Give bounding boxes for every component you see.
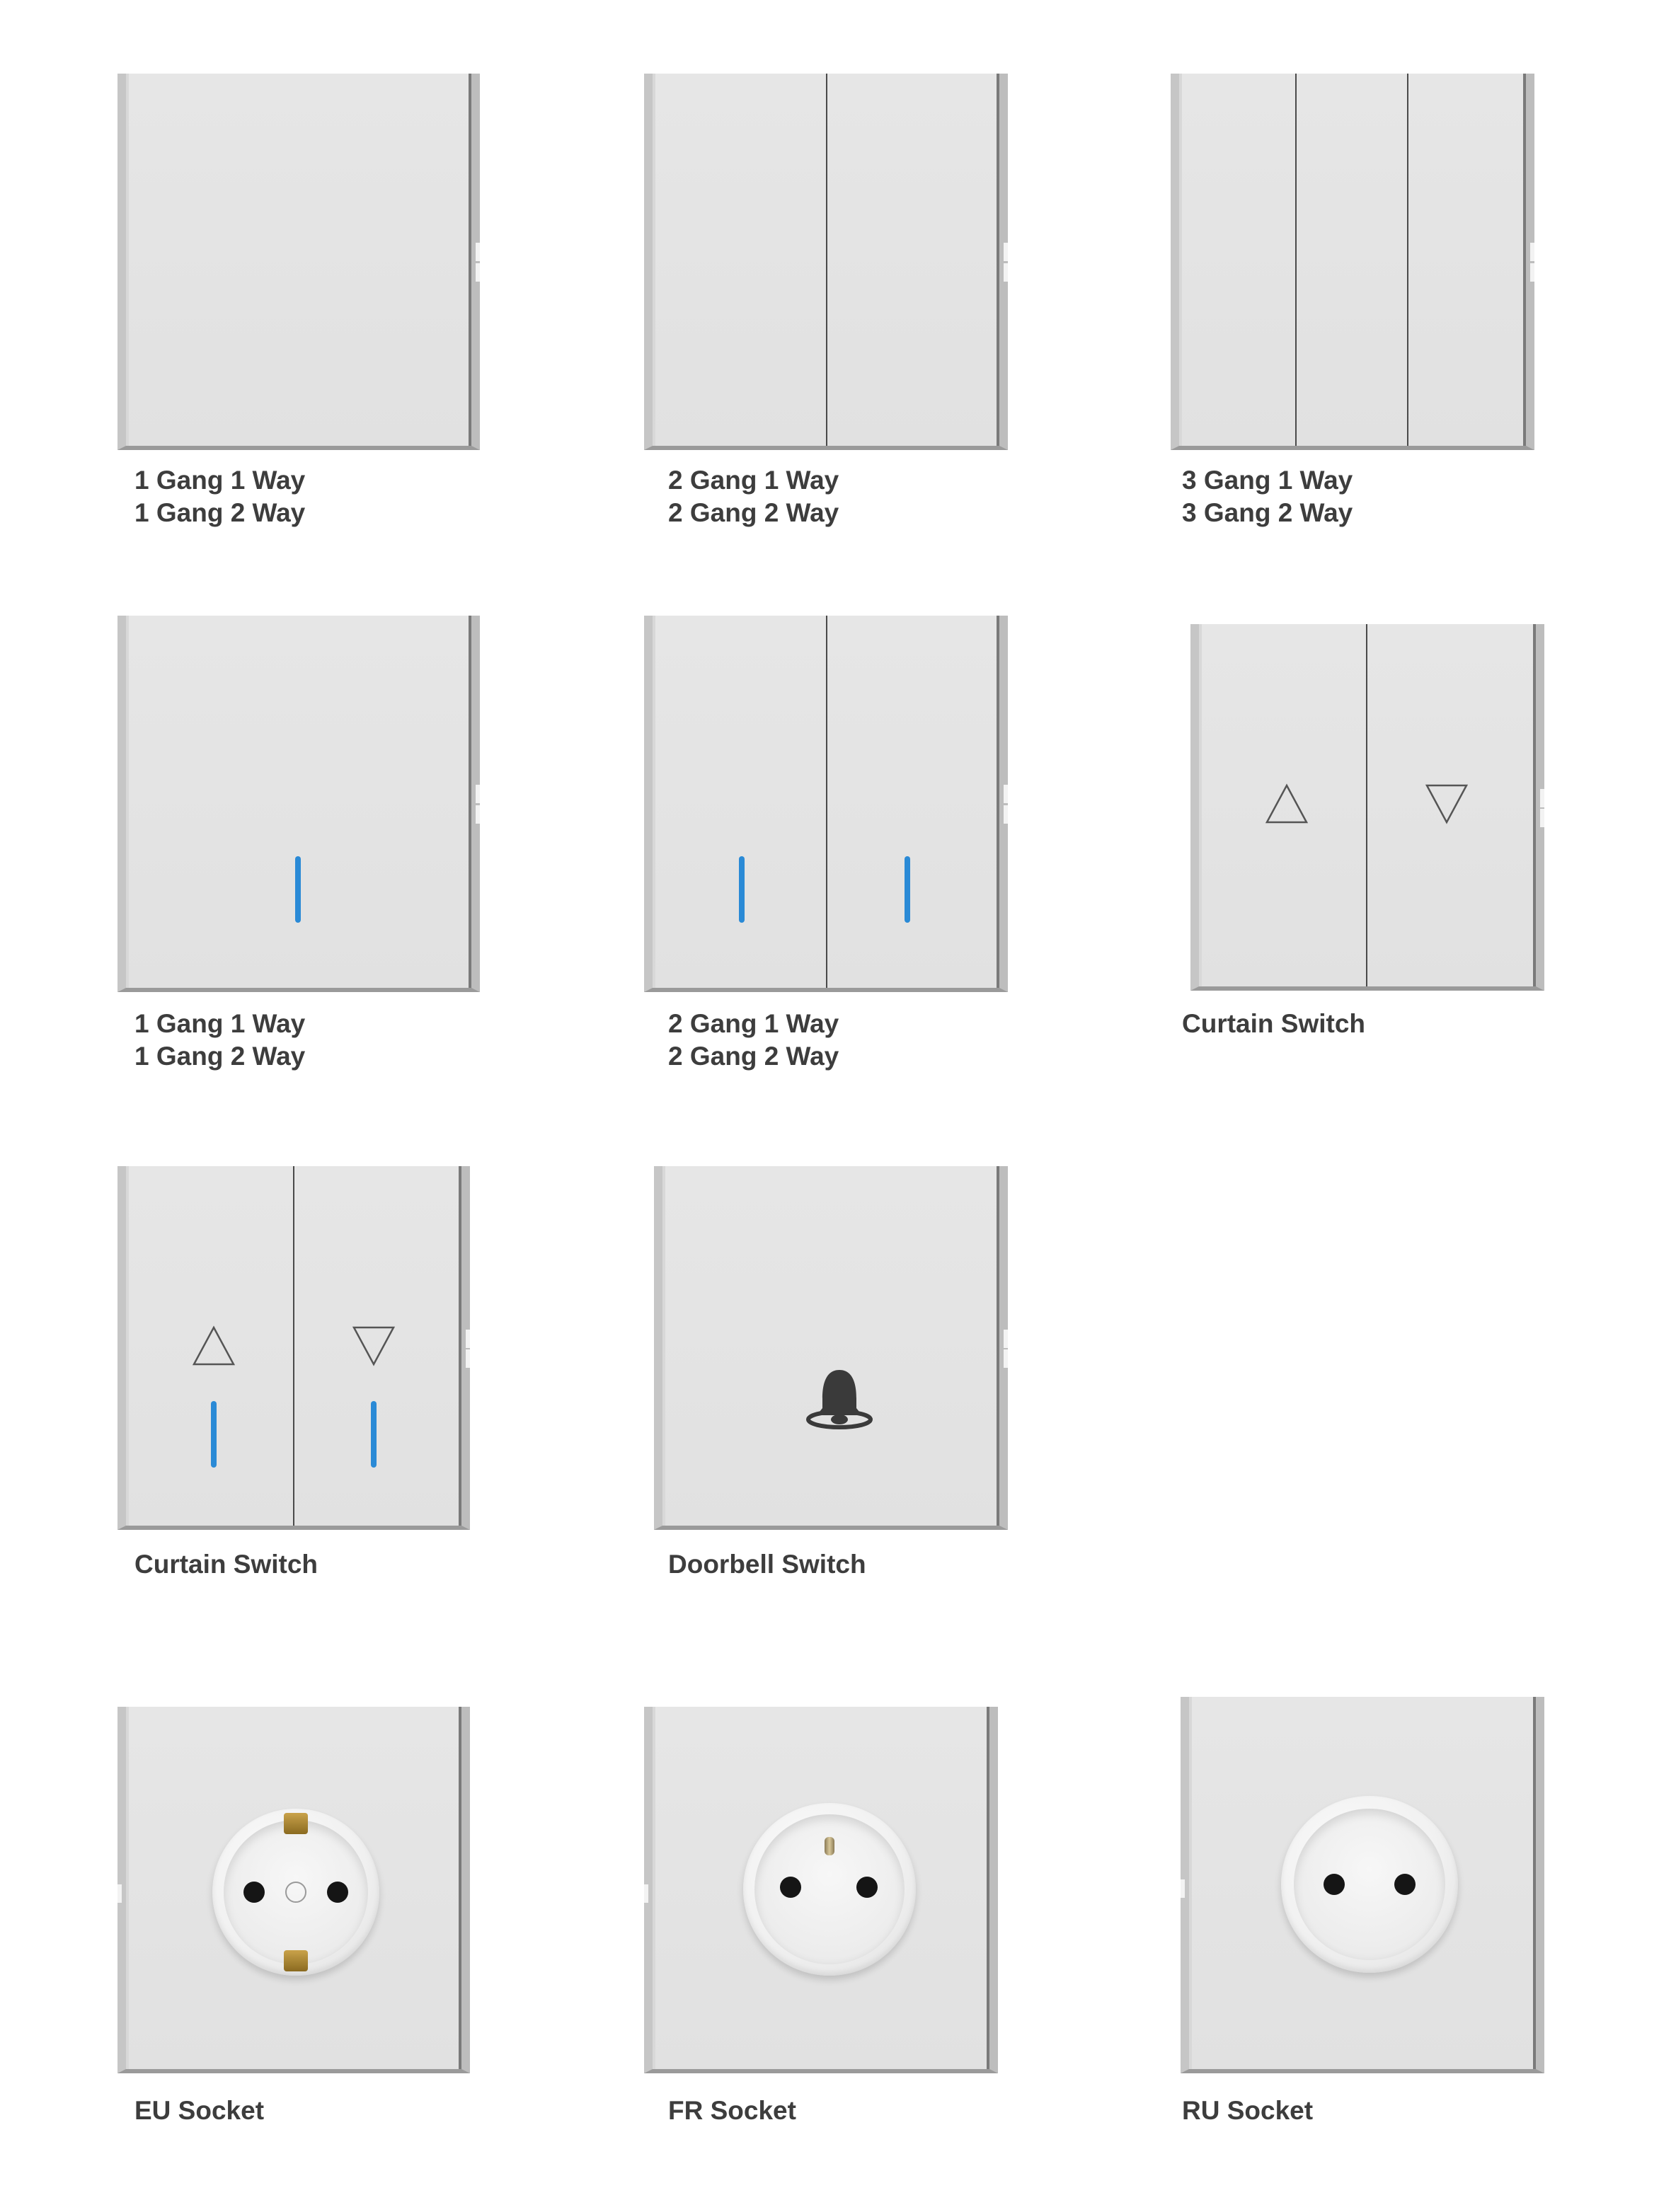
panel-notch [1530,243,1534,261]
product-label: RU Socket [1182,2096,1314,2125]
led-indicator [295,856,301,923]
gang-divider [826,74,827,446]
doorbell-switch-panel[interactable] [654,1166,1008,1530]
bell-icon [804,1364,875,1435]
panel-notch [1530,263,1534,282]
led-indicator [905,856,910,923]
product-label: 1 Gang 1 Way 1 Gang 2 Way [134,1009,306,1071]
triangle-up-icon[interactable] [1264,783,1309,825]
switch-panel-1gang[interactable] [117,74,480,450]
ru-socket-panel [1181,1697,1544,2073]
panel-notch [644,1884,648,1903]
triangle-down-icon[interactable] [1424,783,1469,825]
panel-notch [476,263,480,282]
product-label: 3 Gang 1 Way 3 Gang 2 Way [1182,466,1353,527]
triangle-down-icon[interactable] [351,1325,396,1367]
panel-notch [1004,263,1008,282]
socket-hole [1394,1874,1416,1895]
earth-clip [284,1950,308,1971]
screw-icon [285,1882,306,1903]
panel-notch [1004,1349,1008,1368]
product-label: EU Socket [134,2096,265,2125]
product-label: 2 Gang 1 Way 2 Gang 2 Way [668,1009,839,1071]
panel-notch [1004,243,1008,261]
eu-socket-outlet[interactable] [212,1809,379,1976]
panel-notch [1004,785,1008,803]
socket-hole [780,1877,801,1898]
panel-notch [476,785,480,803]
curtain-switch-panel[interactable] [1190,624,1544,991]
panel-notch [1004,805,1008,824]
panel-notch [1181,1879,1185,1898]
gang-divider [1407,74,1408,446]
switch-panel-2gang[interactable] [644,74,1008,450]
panel-notch [476,243,480,261]
panel-notch [1540,809,1544,827]
socket-hole [1324,1874,1345,1895]
socket-recess [1294,1809,1445,1960]
gang-divider [826,616,827,988]
socket-hole [243,1882,265,1903]
gang-divider [293,1166,294,1526]
panel-notch [1004,1330,1008,1348]
gang-divider [1295,74,1297,446]
socket-hole [327,1882,348,1903]
curtain-switch-panel-led[interactable] [117,1166,470,1530]
panel-notch [466,1349,470,1368]
product-label: 2 Gang 1 Way 2 Gang 2 Way [668,466,839,527]
led-indicator [371,1401,377,1468]
eu-socket-panel [117,1707,470,2073]
fr-socket-outlet[interactable] [743,1803,916,1976]
product-label: Curtain Switch [1182,1009,1366,1038]
switch-panel-2gang-led[interactable] [644,616,1008,992]
led-indicator [739,856,745,923]
panel-notch [117,1884,122,1903]
earth-pin [825,1837,834,1855]
product-label: Doorbell Switch [668,1550,866,1579]
gang-divider [1366,624,1367,986]
switch-panel-1gang-led[interactable] [117,616,480,992]
led-indicator [211,1401,217,1468]
panel-notch [466,1330,470,1348]
switch-panel-3gang[interactable] [1171,74,1534,450]
product-label: FR Socket [668,2096,796,2125]
panel-notch [1540,789,1544,807]
socket-hole [856,1877,878,1898]
product-label: 1 Gang 1 Way 1 Gang 2 Way [134,466,306,527]
triangle-up-icon[interactable] [191,1325,236,1367]
ru-socket-outlet[interactable] [1281,1796,1458,1973]
panel-notch [476,805,480,824]
earth-clip [284,1813,308,1834]
product-label: Curtain Switch [134,1550,318,1579]
fr-socket-panel [644,1707,998,2073]
